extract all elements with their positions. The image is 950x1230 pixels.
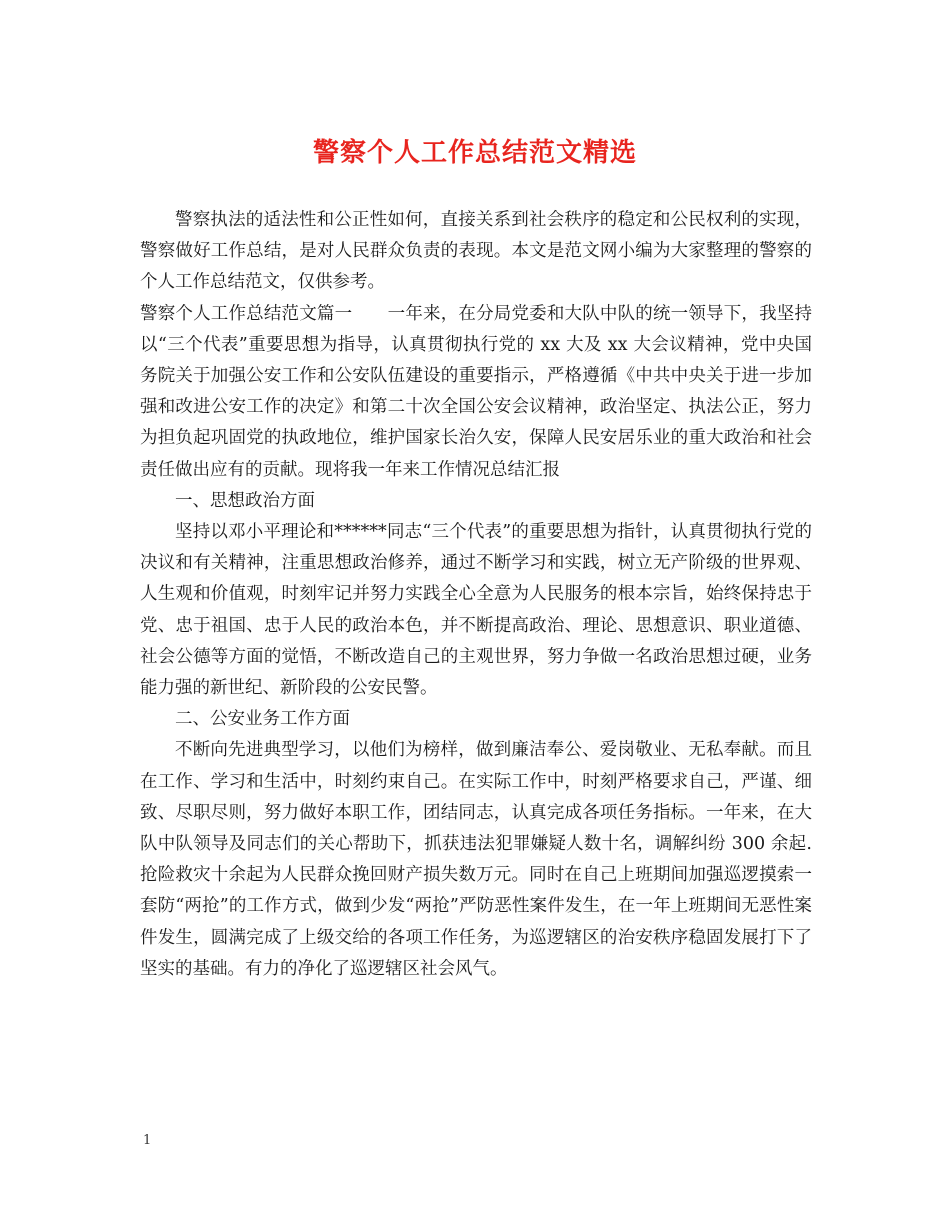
document-body xyxy=(140,205,812,985)
section-heading-political: 一、思想政治方面 xyxy=(175,490,315,511)
paragraph-police-work: 不断向先进典型学习，以他们为榜样，做到廉洁奉公、爱岗敬业、无私奉献。而且在工作、学习和生活中，时刻约束自己。在实际工作中，时刻严格要求自己，严谨、细致、尽职尽则，努力做好本职工作，团结同志，认真完成各项任务指标。一年来，在大队中队领导及同志们的关心帮助下，抓获违法犯罪嫌疑人数十名，调解纠纷 300 余起.抢险救灾十余起为人民群众挽回财产损失数万元。同时在自己上班期间加强巡逻摸索一套防“两抢”的工作方式，做到少发“两抢”严防恶性案件发生，在一年上班期间无恶性案件发生，圆满完成了上级交给的各项工作任务，为巡逻辖区的治安秩序稳固发展打下了坚实的基础。有力的净化了巡逻辖区社会风气。 xyxy=(140,740,812,979)
section-heading-police-work: 二、公安业务工作方面 xyxy=(175,709,350,730)
paragraph-part-one: 警察个人工作总结范文篇一 一年来，在分局党委和大队中队的统一领导下，我坚持以“三个代表”重要思想为指导，认真贯彻执行党的 xx 大及 xx 大会议精神，党中央国务院关于加强公安工作和公安队伍建设的重要指示，严格遵循《中共中央关于进一步加强和改进公安工作的决定》和第二十次全国公安会议精神，政治坚定、执法公正，努力为担负起巩固党的执政地位，维护国家长治久安，保障人民安居乐业的重大政治和社会责任做出应有的贡献。现将我一年来工作情况总结汇报 xyxy=(140,303,812,480)
paragraph-intro: 警察执法的适法性和公正性如何，直接关系到社会秩序的稳定和公民权利的实现，警察做好工作总结，是对人民群众负责的表现。本文是范文网小编为大家整理的警察的个人工作总结范文，仅供参考。 xyxy=(140,210,812,293)
paragraph-political: 坚持以邓小平理论和******同志“三个代表”的重要思想为指针，认真贯彻执行党的决议和有关精神，注重思想政治修养，通过不断学习和实践，树立无产阶级的世界观、人生观和价值观，时刻牢记并努力实践全心全意为人民服务的根本宗旨，始终保持忠于党、忠于祖国、忠于人民的政治本色，并不断提高政治、理论、思想意识、职业道德、社会公德等方面的觉悟，不断改造自己的主观世界，努力争做一名政治思想过硬，业务能力强的新世纪、新阶段的公安民警。 xyxy=(140,522,812,699)
page-number: 1 xyxy=(143,1133,152,1148)
document-title: 警察个人工作总结范文精选 xyxy=(312,138,637,168)
